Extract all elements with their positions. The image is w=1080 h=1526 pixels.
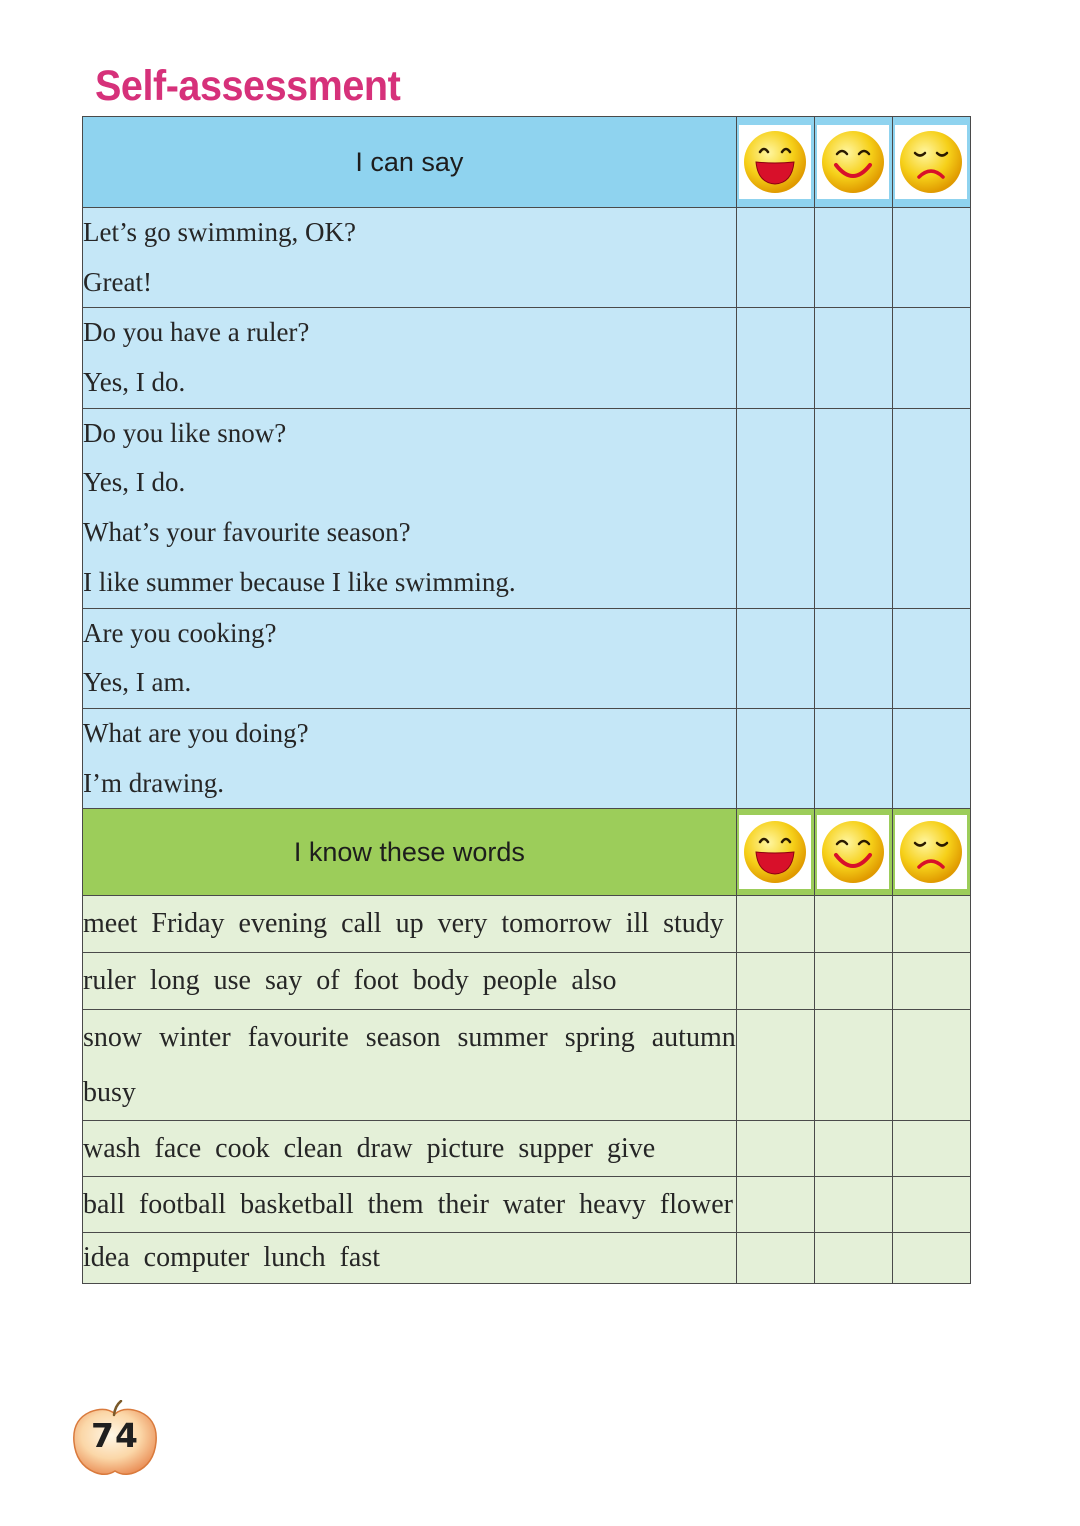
words-header-row [83, 809, 971, 896]
say-line: Are you cooking? [83, 617, 277, 648]
say-line: Do you have a ruler? [83, 317, 310, 348]
page-number-badge [68, 1400, 162, 1478]
say-header-row [83, 117, 971, 208]
words-cell: ball football basketball them their water heavy flower [83, 1177, 737, 1233]
rating-cell[interactable] [892, 608, 970, 708]
rating-header-cell [892, 809, 970, 896]
say-phrase-cell [83, 408, 737, 608]
words-cell: ruler long use say of foot body people also [83, 953, 737, 1010]
rating-header-cell [892, 117, 970, 208]
say-row [83, 708, 971, 808]
rating-cell[interactable] [736, 408, 814, 608]
rating-cell[interactable] [892, 953, 970, 1010]
say-phrase-cell [83, 608, 737, 708]
words-row [83, 1233, 971, 1284]
rating-header-cell [736, 117, 814, 208]
say-line: Do you like snow? [83, 417, 287, 448]
rating-cell[interactable] [736, 308, 814, 408]
words-row [83, 1010, 971, 1121]
rating-cell[interactable] [892, 1177, 970, 1233]
words-row [83, 1177, 971, 1233]
say-row [83, 208, 971, 308]
say-phrase-cell [83, 708, 737, 808]
say-line: Let’s go swimming, OK? [83, 217, 356, 247]
rating-cell[interactable] [814, 308, 892, 408]
rating-cell[interactable] [892, 208, 970, 308]
rating-cell[interactable] [736, 708, 814, 808]
words-cell: snow winter favourite season summer spring autumn busy [83, 1010, 737, 1121]
rating-cell[interactable] [814, 1177, 892, 1233]
rating-cell[interactable] [814, 1010, 892, 1121]
rating-cell[interactable] [736, 1177, 814, 1233]
rating-cell[interactable] [814, 708, 892, 808]
rating-header-cell [814, 117, 892, 208]
words-header-label: I know these words [83, 809, 737, 896]
rating-cell[interactable] [814, 608, 892, 708]
words-cell: meet Friday evening call up very tomorrow ill study [83, 896, 737, 953]
say-line: What are you doing? [83, 717, 309, 748]
rating-cell[interactable] [814, 208, 892, 308]
rating-cell[interactable] [736, 953, 814, 1010]
say-line: I’m drawing. [83, 767, 224, 798]
words-cell: idea computer lunch fast [83, 1233, 737, 1284]
words-row [83, 1121, 971, 1177]
smiling-face-icon [820, 129, 886, 195]
say-row [83, 408, 971, 608]
say-line: Yes, I do. [83, 367, 186, 398]
rating-cell[interactable] [736, 208, 814, 308]
rating-cell[interactable] [814, 953, 892, 1010]
rating-cell[interactable] [814, 896, 892, 953]
say-row [83, 308, 971, 408]
rating-cell[interactable] [736, 896, 814, 953]
rating-header-cell [736, 809, 814, 896]
rating-cell[interactable] [892, 708, 970, 808]
rating-cell[interactable] [814, 1233, 892, 1284]
rating-header-cell [814, 809, 892, 896]
say-phrase-cell [83, 208, 737, 308]
rating-cell[interactable] [736, 1121, 814, 1177]
say-line: Great! [83, 266, 152, 297]
laughing-face-icon [742, 819, 808, 885]
say-row [83, 608, 971, 708]
say-header-label: I can say [83, 117, 737, 208]
say-line: Yes, I am. [83, 667, 192, 698]
smiling-face-icon [820, 819, 886, 885]
sad-face-icon [898, 819, 964, 885]
rating-cell[interactable] [736, 1010, 814, 1121]
sad-face-icon [898, 129, 964, 195]
words-row [83, 953, 971, 1010]
say-line: I like summer because I like swimming. [83, 566, 516, 597]
rating-cell[interactable] [892, 1010, 970, 1121]
page-title: Self-assessment [95, 62, 401, 110]
words-cell: wash face cook clean draw picture supper give [83, 1121, 737, 1177]
say-line: What’s your favourite season? [83, 517, 411, 548]
page-number: 74 [91, 1416, 139, 1455]
say-line: Yes, I do. [83, 467, 186, 498]
rating-cell[interactable] [892, 1121, 970, 1177]
rating-cell[interactable] [814, 408, 892, 608]
rating-cell[interactable] [892, 896, 970, 953]
self-assessment-table [82, 116, 971, 1284]
rating-cell[interactable] [892, 1233, 970, 1284]
rating-cell[interactable] [736, 1233, 814, 1284]
words-row [83, 896, 971, 953]
laughing-face-icon [742, 129, 808, 195]
rating-cell[interactable] [892, 408, 970, 608]
rating-cell[interactable] [814, 1121, 892, 1177]
rating-cell[interactable] [736, 608, 814, 708]
rating-cell[interactable] [892, 308, 970, 408]
say-phrase-cell [83, 308, 737, 408]
